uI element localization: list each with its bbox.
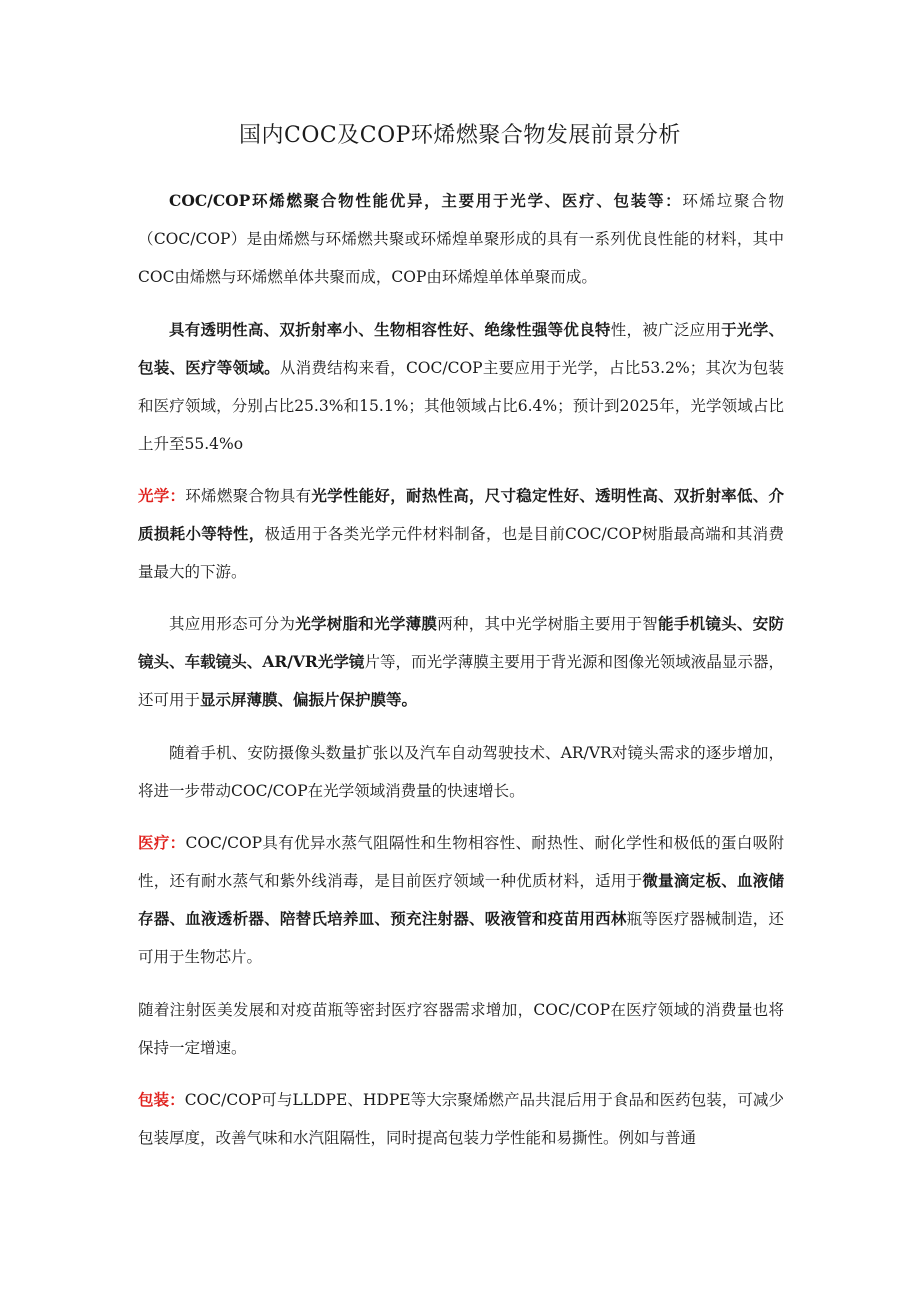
medical-label: 医疗： xyxy=(138,833,186,852)
paragraph-optics-forms xyxy=(138,605,784,719)
forms-bold-1: 光学树脂和光学薄膜 xyxy=(295,614,438,633)
optics-bold-1: 光学性能好，耐热性高，尺寸稳定性好、透明性高、双折射率低、介质损耗小等特性， xyxy=(138,486,784,543)
paragraph-medical xyxy=(138,824,784,976)
overview-heading: COC/COP环烯燃聚合物性能优异，主要用于光学、医疗、包装等： xyxy=(169,191,683,210)
optics-growth-text: 随着手机、安防摄像头数量扩张以及汽车自动驾驶技术、AR/VR对镜头需求的逐步增加，将进一步带动COC/COP在光学领域消费量的快速增长。 xyxy=(138,744,784,800)
document-title: 国内COC及COP环烯燃聚合物发展前景分析 xyxy=(239,123,681,148)
paragraph-medical-growth xyxy=(138,991,784,1067)
medical-growth-text: 随着注射医美发展和对疫苗瓶等密封医疗容器需求增加，COC/COP在医疗领域的消费量也将保持一定增速。 xyxy=(138,1001,784,1057)
overview-text: 环烯垃聚合物（COC/COP）是由烯燃与环烯燃共聚或环烯煌单聚形成的具有一系列优良性能的材料，其中COC由烯燃与环烯燃单体共聚而成，COP由环烯煌单体单聚而成。 xyxy=(138,192,784,286)
forms-text-2: 两种，其中光学树脂主要用于智 xyxy=(437,615,659,633)
forms-bold-3: 显示屏薄膜、偏振片保护膜等。 xyxy=(200,690,418,709)
medical-text-2: 瓶等医疗器械制造，还可用于生物芯片。 xyxy=(138,910,784,966)
optics-text-1: 环烯燃聚合物具有 xyxy=(185,487,312,505)
paragraph-optics-growth xyxy=(138,734,784,810)
forms-text-3: 片等，而光学薄膜主要用于背光源和图像光领域液晶显示器，还可用于 xyxy=(138,653,784,709)
packaging-text: COC/COP可与LLDPE、HDPE等大宗聚烯燃产品共混后用于食品和医药包装，可减少包装厚度，改善气味和水汽阻隔性，同时提高包装力学性能和易撕性。例如与普通 xyxy=(138,1091,784,1147)
optics-label: 光学： xyxy=(138,486,186,505)
forms-bold-2: 能手机镜头、安防镜头、车载镜头、AR/VR光学镜 xyxy=(138,614,784,671)
paragraph-properties xyxy=(138,311,784,463)
medical-bold-1: 微量滴定板、血液储存器、血液透析器、陪替氏培养皿、预充注射器、吸液管和疫苗用西林 xyxy=(138,871,784,928)
optics-text-2: 极适用于各类光学元件材料制备，也是目前COC/COP树脂最高端和其消费量最大的下游。 xyxy=(138,525,784,581)
paragraph-packaging xyxy=(138,1081,784,1157)
forms-text-1: 其应用形态可分为 xyxy=(169,615,296,633)
properties-text-2: 从消费结构来看，COC/COP主要应用于光学，占比53.2%；其次为包装和医疗领域，分别占比25.3%和15.1%；其他领域占比6.4%；预计到2025年，光学领域占比上升至55.4%o xyxy=(138,359,784,453)
properties-text-1: 性，被广泛应用 xyxy=(610,321,722,339)
medical-text-1: COC/COP具有优异水蒸气阻隔性和生物相容性、耐热性、耐化学性和极低的蛋白吸附性，还有耐水蒸气和紫外线消毒，是目前医疗领域一种优质材料，适用于 xyxy=(138,834,784,890)
properties-bold-2: 于光学、包装、医疗等领域。 xyxy=(138,320,784,377)
properties-bold-1: 具有透明性高、双折射率小、生物相容性好、绝缘性强等优良特 xyxy=(169,320,611,339)
paragraph-overview xyxy=(138,182,784,296)
packaging-label: 包装： xyxy=(138,1090,185,1109)
paragraph-optics xyxy=(138,477,784,591)
